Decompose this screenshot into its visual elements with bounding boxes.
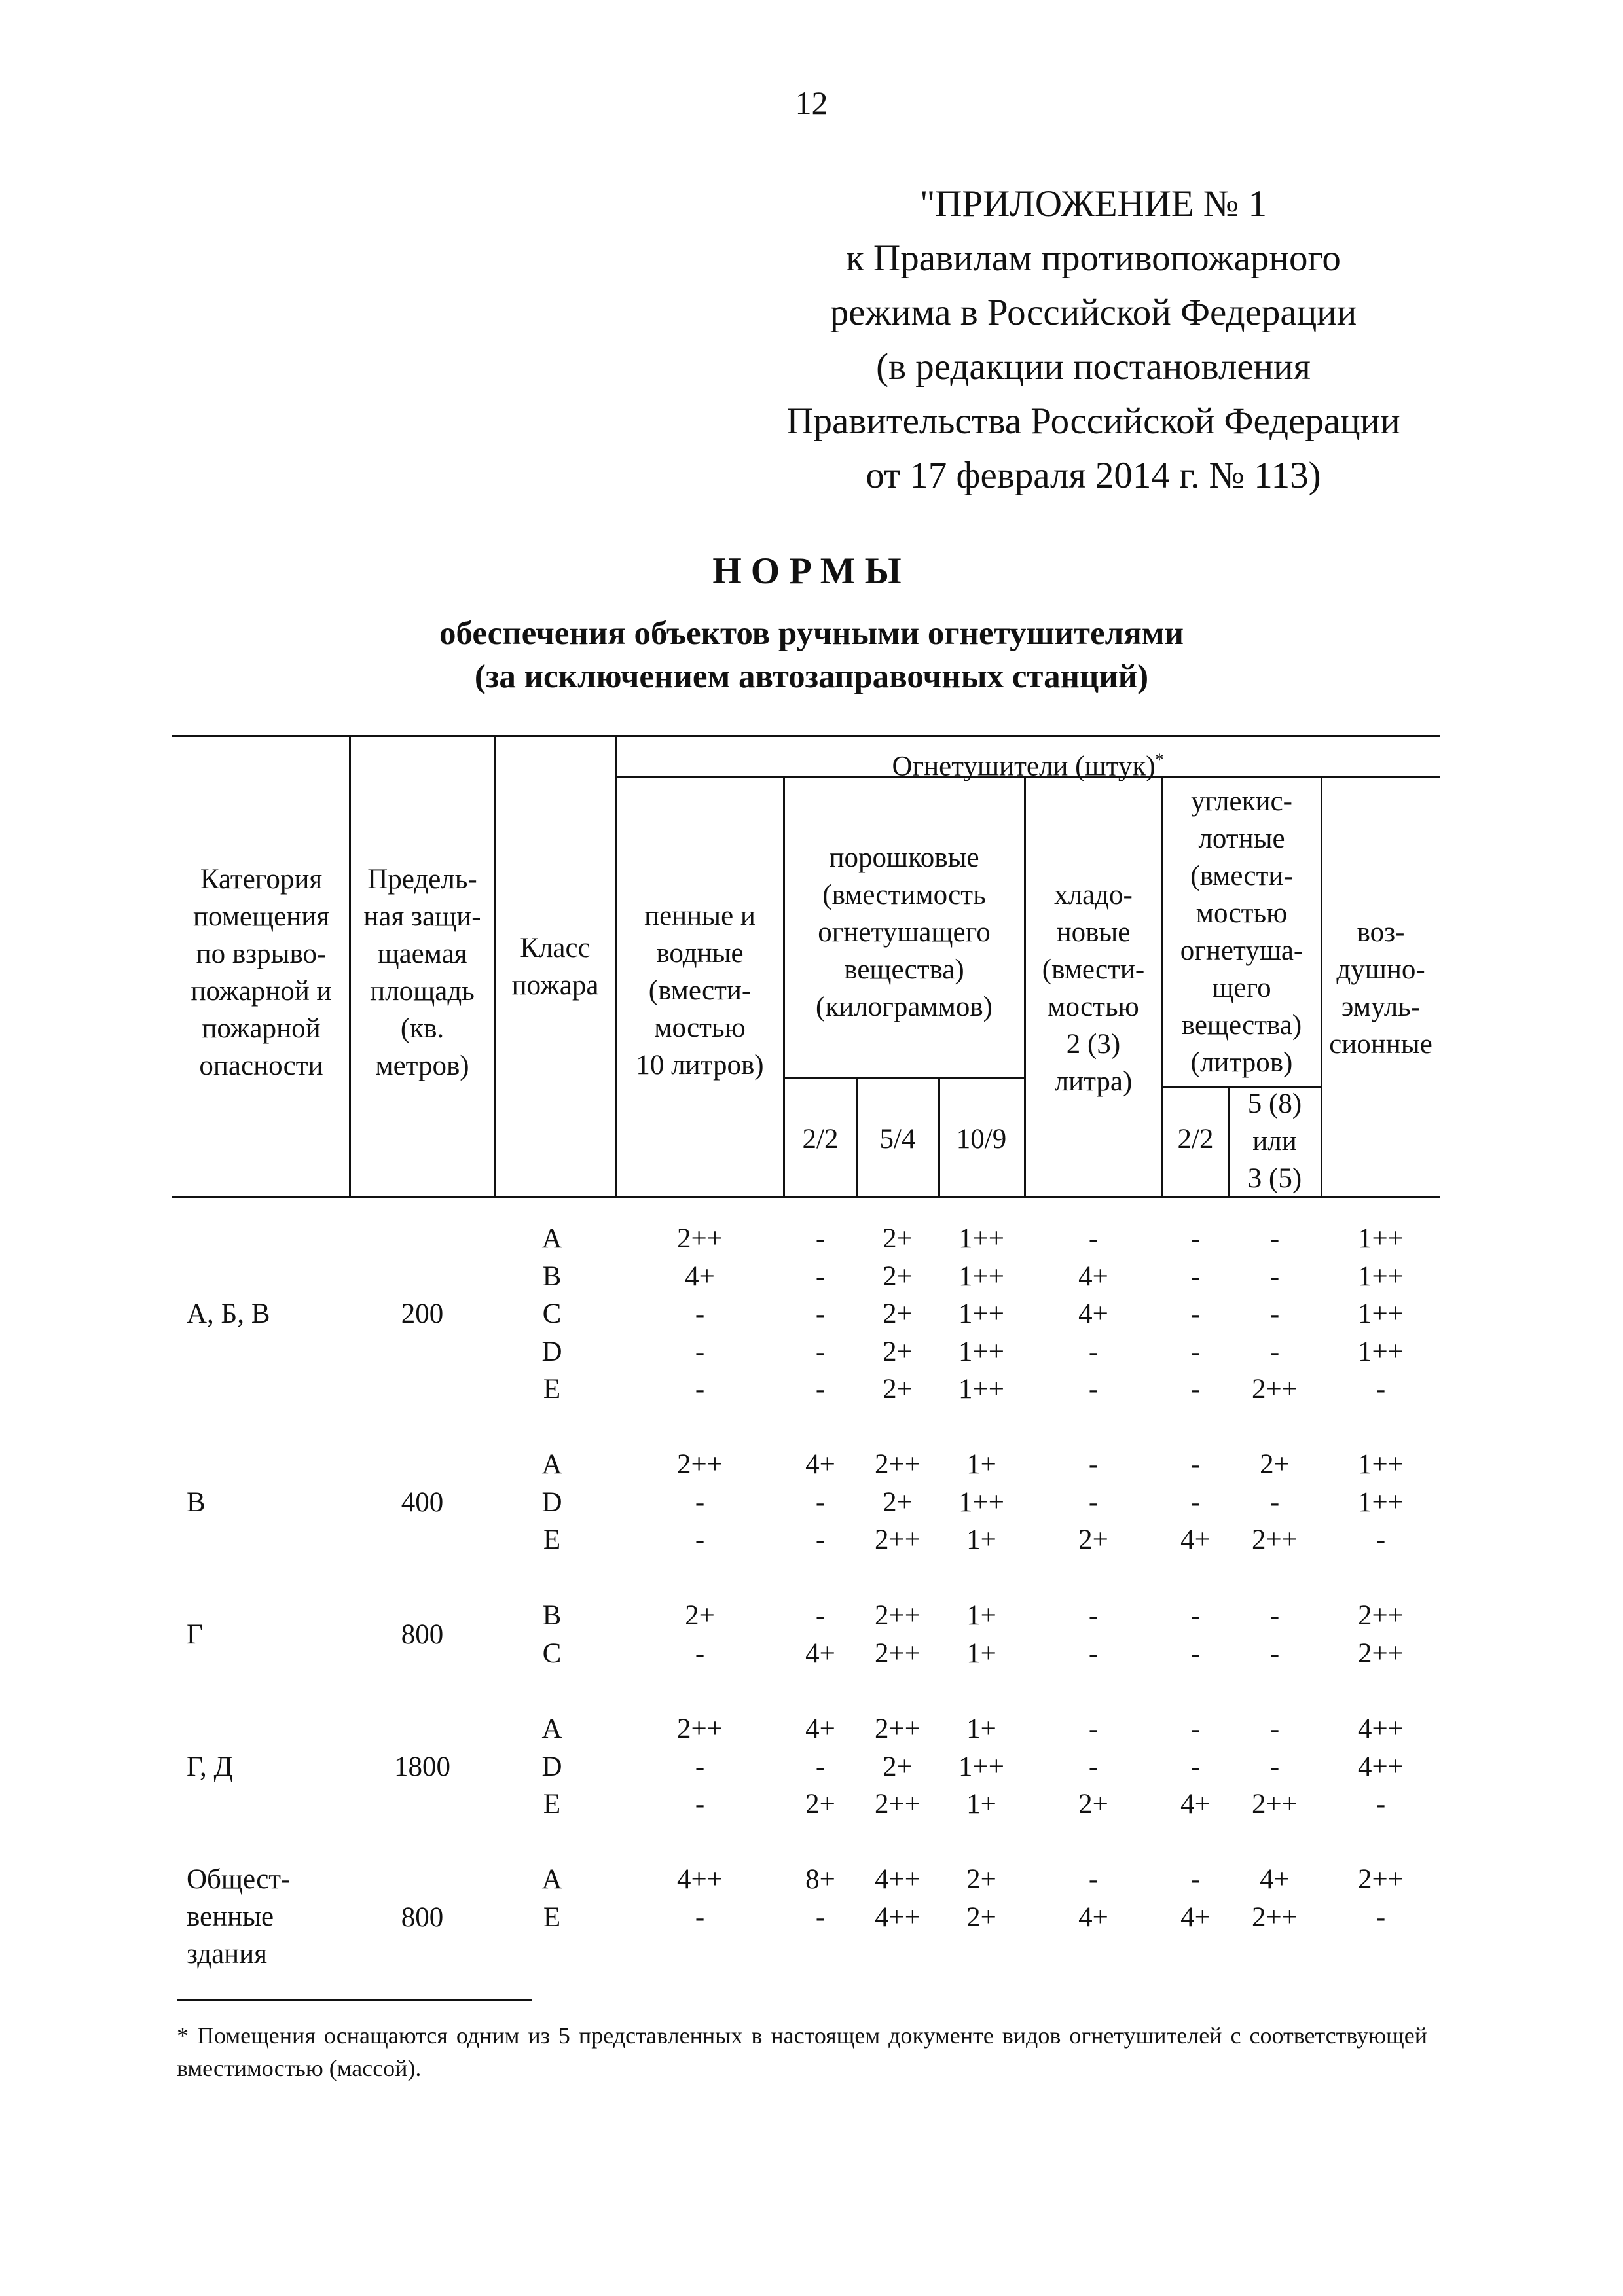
cell-area: 400: [401, 1486, 444, 1518]
category-line: Г: [187, 1619, 203, 1650]
header-fire-class: Класс пожара: [511, 933, 599, 1001]
header-halon: хладо- новые (вмести- мостью 2 (3) литра): [1042, 880, 1145, 1097]
cell-halon: 4+: [1078, 1299, 1108, 1329]
col-divider: [1161, 776, 1163, 1198]
cell-air-emulsion: 1++: [1357, 1299, 1404, 1329]
cell-air-emulsion: 1++: [1357, 1261, 1404, 1292]
header-air-emulsion: воз- душно- эмуль- сионные: [1329, 917, 1432, 1060]
cell-category: [187, 1748, 233, 1785]
cell-powder-5-4: 2++: [874, 1524, 921, 1555]
cell-powder-2-2: -: [815, 1374, 826, 1405]
cell-fire-class: B: [542, 1261, 562, 1292]
cell-powder-2-2: 4+: [805, 1638, 835, 1669]
cell-powder-5-4: 2+: [883, 1223, 913, 1254]
cell-powder-2-2: -: [815, 1261, 826, 1292]
cell-co2-2-2: -: [1190, 1864, 1201, 1895]
cell-co2-2-2: -: [1190, 1299, 1201, 1329]
cell-co2-5-8: -: [1269, 1713, 1280, 1744]
cell-powder-2-2: -: [815, 1336, 826, 1367]
cell-category: [187, 1484, 206, 1521]
cell-fire-class: C: [542, 1638, 562, 1669]
cell-air-emulsion: 4++: [1357, 1751, 1404, 1782]
cell-air-emulsion: 1++: [1357, 1486, 1404, 1518]
cell-foam: -: [695, 1299, 705, 1329]
subtitle-line: обеспечения объектов ручными огнетушителями: [439, 615, 1184, 652]
category-line: венные: [187, 1901, 274, 1932]
cell-powder-5-4: 4++: [874, 1901, 921, 1933]
cell-co2-2-2: -: [1190, 1600, 1201, 1631]
cell-co2-2-2: -: [1190, 1374, 1201, 1405]
cell-co2-5-8: 2++: [1251, 1374, 1298, 1405]
cell-halon: -: [1088, 1713, 1099, 1744]
header-powder-10-9: 10/9: [956, 1124, 1007, 1155]
header-co2-5-8: 5 (8) или 3 (5): [1247, 1088, 1302, 1194]
cell-powder-10-9: 2+: [966, 1864, 996, 1895]
cell-co2-2-2: -: [1190, 1261, 1201, 1292]
cell-powder-10-9: 1+: [966, 1600, 996, 1631]
cell-co2-5-8: 2++: [1251, 1524, 1298, 1555]
cell-powder-10-9: 2+: [966, 1901, 996, 1933]
cell-powder-2-2: -: [815, 1901, 826, 1933]
cell-air-emulsion: 4++: [1357, 1713, 1404, 1744]
cell-halon: -: [1088, 1638, 1099, 1669]
cell-foam: -: [695, 1789, 705, 1820]
appendix-line: (в редакции постановления: [876, 346, 1311, 387]
cell-powder-5-4: 2+: [883, 1486, 913, 1518]
cell-foam: -: [695, 1486, 705, 1518]
header-extinguishers: Огнетушители (штук)*: [892, 750, 1164, 782]
col-divider: [1321, 776, 1322, 1198]
cell-foam: -: [695, 1374, 705, 1405]
cell-halon: -: [1088, 1374, 1099, 1405]
cell-fire-class: E: [543, 1789, 561, 1820]
cell-foam: 2++: [676, 1713, 723, 1744]
cell-fire-class: A: [541, 1864, 562, 1895]
cell-powder-10-9: 1++: [958, 1299, 1004, 1329]
appendix-line: к Правилам противопожарного: [846, 238, 1341, 279]
cell-halon: -: [1088, 1336, 1099, 1367]
cell-powder-10-9: 1+: [966, 1524, 996, 1555]
cell-co2-5-8: -: [1269, 1486, 1280, 1518]
appendix-line: от 17 февраля 2014 г. № 113): [866, 455, 1321, 496]
cell-powder-10-9: 1++: [958, 1261, 1004, 1292]
cell-fire-class: E: [543, 1374, 561, 1405]
cell-fire-class: A: [541, 1449, 562, 1480]
cell-powder-10-9: 1++: [958, 1751, 1004, 1782]
header-co2-2-2: 2/2: [1177, 1124, 1214, 1155]
cell-powder-2-2: -: [815, 1524, 826, 1555]
header-foam: пенные и водные (вмести- мостью 10 литров): [636, 901, 764, 1081]
cell-air-emulsion: 1++: [1357, 1449, 1404, 1480]
cell-air-emulsion: 2++: [1357, 1638, 1404, 1669]
footnote: * Помещения оснащаются одним из 5 представленных в настоящем документе видов огнетушителей с соответствующей вместимостью (массой).: [177, 2022, 1427, 2081]
cell-powder-10-9: 1++: [958, 1223, 1004, 1254]
cell-halon: -: [1088, 1449, 1099, 1480]
category-line: Общест-: [187, 1864, 291, 1895]
document-title: НОРМЫ: [712, 550, 911, 592]
cell-fire-class: D: [541, 1486, 562, 1518]
cell-powder-2-2: -: [815, 1299, 826, 1329]
cell-co2-5-8: -: [1269, 1223, 1280, 1254]
subtitle-line: (за исключением автозаправочных станций): [474, 658, 1149, 695]
cell-powder-2-2: -: [815, 1486, 826, 1518]
cell-foam: -: [695, 1751, 705, 1782]
cell-co2-2-2: -: [1190, 1751, 1201, 1782]
header-powder-5-4: 5/4: [879, 1124, 916, 1155]
cell-category: [187, 1295, 270, 1333]
cell-co2-5-8: -: [1269, 1299, 1280, 1329]
cell-area: 200: [401, 1299, 444, 1329]
cell-powder-5-4: 2++: [874, 1600, 921, 1631]
cell-foam: -: [695, 1524, 705, 1555]
cell-halon: 2+: [1078, 1524, 1108, 1555]
cell-powder-2-2: 4+: [805, 1713, 835, 1744]
cell-fire-class: C: [542, 1299, 562, 1329]
cell-fire-class: A: [541, 1223, 562, 1254]
cell-powder-2-2: 4+: [805, 1449, 835, 1480]
cell-powder-5-4: 2+: [883, 1299, 913, 1329]
col-divider: [783, 776, 785, 1198]
cell-powder-5-4: 2++: [874, 1789, 921, 1820]
cell-halon: -: [1088, 1600, 1099, 1631]
cell-powder-10-9: 1++: [958, 1374, 1004, 1405]
cell-fire-class: E: [543, 1901, 561, 1933]
col-divider: [349, 735, 351, 1198]
document-subtitle: [0, 612, 1623, 698]
cell-co2-5-8: 2+: [1260, 1449, 1290, 1480]
cell-co2-2-2: -: [1190, 1336, 1201, 1367]
col-divider: [615, 735, 617, 1198]
cell-co2-2-2: -: [1190, 1449, 1201, 1480]
cell-fire-class: A: [541, 1713, 562, 1744]
col-divider: [1024, 776, 1026, 1198]
cell-powder-5-4: 2+: [883, 1336, 913, 1367]
cell-co2-2-2: 4+: [1180, 1524, 1211, 1555]
cell-halon: -: [1088, 1223, 1099, 1254]
category-line: А, Б, В: [187, 1299, 270, 1329]
cell-powder-5-4: 4++: [874, 1864, 921, 1895]
cell-co2-5-8: 2++: [1251, 1789, 1298, 1820]
header-co2: углекис- лотные (вмести- мостью огнетуша- щего вещества) (литров): [1180, 786, 1304, 1078]
cell-foam: 2+: [685, 1600, 715, 1631]
cell-fire-class: D: [541, 1751, 562, 1782]
page-number: 12: [795, 84, 828, 121]
cell-co2-2-2: -: [1190, 1223, 1201, 1254]
appendix-line: Правительства Российской Федерации: [786, 401, 1400, 442]
subheader-rule-powder: [783, 1077, 1024, 1079]
cell-air-emulsion: -: [1376, 1789, 1386, 1820]
appendix-line: "ПРИЛОЖЕНИЕ № 1: [919, 183, 1267, 224]
cell-powder-10-9: 1+: [966, 1713, 996, 1744]
cell-co2-2-2: 4+: [1180, 1901, 1211, 1933]
table-top-rule: [172, 735, 1440, 737]
category-line: Г, Д: [187, 1751, 233, 1782]
cell-air-emulsion: -: [1376, 1524, 1386, 1555]
cell-powder-5-4: 2++: [874, 1449, 921, 1480]
cell-powder-2-2: 8+: [805, 1864, 835, 1895]
category-line: В: [187, 1486, 206, 1518]
cell-powder-2-2: -: [815, 1600, 826, 1631]
cell-area: 800: [401, 1901, 444, 1933]
cell-powder-10-9: 1+: [966, 1449, 996, 1480]
cell-co2-2-2: -: [1190, 1713, 1201, 1744]
cell-co2-5-8: 4+: [1260, 1864, 1290, 1895]
cell-co2-5-8: 2++: [1251, 1901, 1298, 1933]
cell-air-emulsion: 2++: [1357, 1864, 1404, 1895]
cell-co2-2-2: -: [1190, 1638, 1201, 1669]
header-area: Предель- ная защи- щаемая площадь (кв. метров): [363, 864, 481, 1081]
cell-fire-class: E: [543, 1524, 561, 1555]
cell-fire-class: B: [542, 1600, 562, 1631]
cell-foam: -: [695, 1638, 705, 1669]
cell-co2-5-8: -: [1269, 1600, 1280, 1631]
cell-halon: 4+: [1078, 1261, 1108, 1292]
appendix-header: [746, 177, 1440, 503]
cell-air-emulsion: -: [1376, 1901, 1386, 1933]
cell-powder-5-4: 2++: [874, 1638, 921, 1669]
header-powder-2-2: 2/2: [802, 1124, 839, 1155]
header-category: Категория помещения по взрыво- пожарной и пожарной опасности: [191, 864, 332, 1081]
cell-fire-class: D: [541, 1336, 562, 1367]
cell-category: [187, 1616, 203, 1653]
cell-foam: -: [695, 1336, 705, 1367]
footnote-divider: [177, 1999, 532, 2001]
cell-halon: -: [1088, 1751, 1099, 1782]
cell-halon: 4+: [1078, 1901, 1108, 1933]
category-line: здания: [187, 1939, 267, 1969]
cell-powder-2-2: -: [815, 1751, 826, 1782]
cell-powder-10-9: 1++: [958, 1336, 1004, 1367]
cell-powder-10-9: 1++: [958, 1486, 1004, 1518]
cell-powder-10-9: 1+: [966, 1638, 996, 1669]
cell-co2-5-8: -: [1269, 1638, 1280, 1669]
cell-air-emulsion: 1++: [1357, 1336, 1404, 1367]
cell-foam: 4++: [676, 1864, 723, 1895]
cell-halon: -: [1088, 1864, 1099, 1895]
cell-co2-5-8: -: [1269, 1751, 1280, 1782]
cell-powder-5-4: 2++: [874, 1713, 921, 1744]
cell-category: [187, 1861, 290, 1973]
cell-powder-5-4: 2+: [883, 1374, 913, 1405]
cell-air-emulsion: 1++: [1357, 1223, 1404, 1254]
cell-halon: 2+: [1078, 1789, 1108, 1820]
header-powder: порошковые (вместимость огнетушащего вещества) (килограммов): [816, 842, 993, 1022]
cell-foam: 2++: [676, 1449, 723, 1480]
cell-air-emulsion: 2++: [1357, 1600, 1404, 1631]
cell-co2-5-8: -: [1269, 1261, 1280, 1292]
cell-powder-10-9: 1+: [966, 1789, 996, 1820]
cell-foam: 2++: [676, 1223, 723, 1254]
cell-co2-2-2: 4+: [1180, 1789, 1211, 1820]
cell-area: 800: [401, 1619, 444, 1650]
cell-foam: 4+: [685, 1261, 715, 1292]
cell-air-emulsion: -: [1376, 1374, 1386, 1405]
cell-foam: -: [695, 1901, 705, 1933]
cell-powder-5-4: 2+: [883, 1751, 913, 1782]
cell-powder-2-2: -: [815, 1223, 826, 1254]
cell-powder-5-4: 2+: [883, 1261, 913, 1292]
cell-area: 1800: [394, 1751, 450, 1782]
cell-co2-5-8: -: [1269, 1336, 1280, 1367]
cell-halon: -: [1088, 1486, 1099, 1518]
cell-powder-2-2: 2+: [805, 1789, 835, 1820]
appendix-line: режима в Российской Федерации: [830, 292, 1357, 333]
cell-co2-2-2: -: [1190, 1486, 1201, 1518]
